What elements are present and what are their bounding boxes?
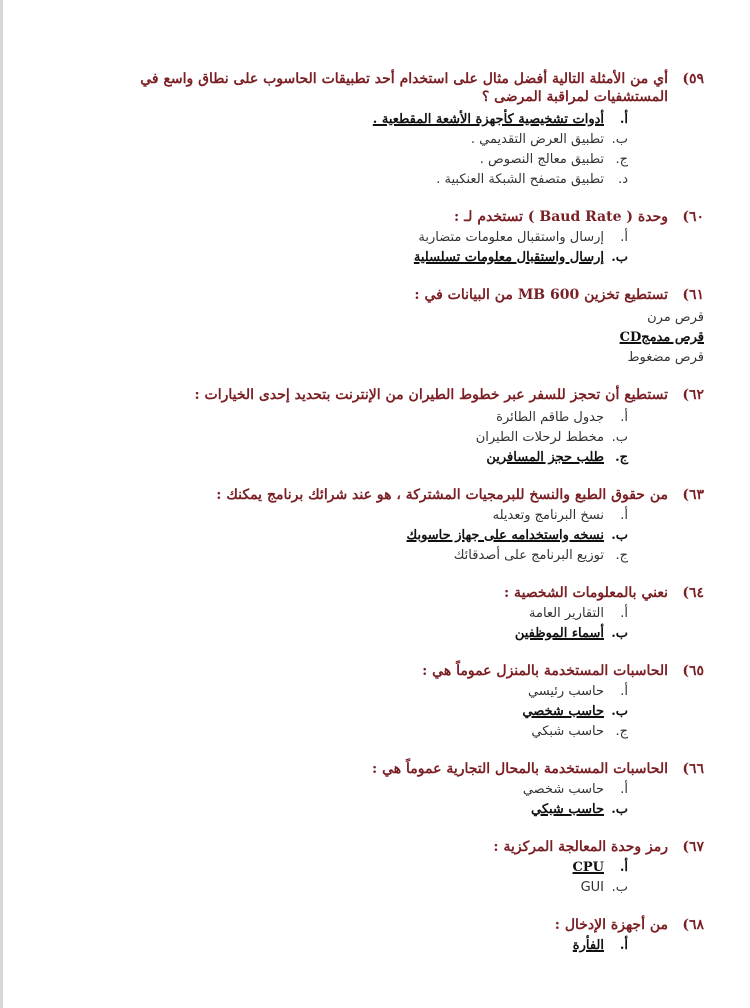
question-text: الحاسبات المستخدمة بالمحال التجارية عموماً هي :	[372, 761, 668, 777]
option-text: حاسب شخصي	[522, 704, 604, 719]
option-text: أدوات تشخيصية كأجهزة الأشعة المقطعية .	[372, 112, 604, 127]
answer-option	[63, 150, 628, 170]
option-text: حاسب شبكي	[531, 724, 604, 739]
option-letter: أ.	[620, 508, 628, 523]
answer-options	[63, 780, 628, 820]
answer-options	[63, 682, 628, 742]
question-number: ٦٨)	[682, 917, 704, 933]
option-letter: أ.	[620, 230, 628, 245]
option-text: تطبيق العرض التقديمي .	[470, 132, 604, 147]
question-heading	[63, 760, 704, 778]
question-heading	[63, 838, 704, 856]
question-number: ٦٦)	[682, 761, 704, 777]
question-text: أي من الأمثلة التالية أفضل مثال على استخدام أحد تطبيقات الحاسوب على نطاق واسع في المستشفيات لمراقبة المرضى ؟	[140, 71, 668, 105]
option-text: قرص مدمجCD	[619, 330, 704, 345]
option-text: قرص مضغوط	[627, 350, 704, 365]
question-number: ٦٣)	[682, 487, 704, 503]
answer-options	[63, 408, 628, 468]
option-text: نسخه واستخدامه على جهاز حاسوبك	[406, 528, 604, 543]
option-text: أسماء الموظفين	[514, 626, 604, 641]
question-number: ٦٤)	[682, 585, 704, 601]
answer-options	[63, 604, 628, 644]
answer-options	[63, 308, 704, 368]
option-letter: ب.	[611, 802, 628, 817]
option-letter: د.	[618, 172, 628, 187]
question-text: من حقوق الطبع والنسخ للبرمجيات المشتركة ، هو عند شرائك برنامج يمكنك :	[216, 487, 668, 503]
answer-option	[63, 170, 628, 190]
option-letter: ب.	[611, 132, 628, 147]
option-text: الفأرة	[572, 938, 604, 953]
option-text: طلب حجز المسافرين	[486, 450, 604, 465]
answer-option	[63, 506, 628, 526]
question-text: رمز وحدة المعالجة المركزية :	[493, 839, 668, 855]
question-3	[63, 286, 704, 368]
question-2	[63, 208, 704, 268]
question-heading	[63, 70, 704, 106]
question-9	[63, 838, 704, 898]
option-letter: أ.	[620, 782, 628, 797]
question-number: ٦١)	[682, 287, 704, 303]
option-text: توزيع البرنامج على أصدقائك	[453, 548, 604, 563]
correct-answer-option	[63, 110, 628, 130]
option-text: GUI	[580, 880, 604, 895]
answer-option	[63, 780, 628, 800]
option-letter: ج.	[615, 450, 628, 465]
option-text: تطبيق معالج النصوص .	[479, 152, 604, 167]
answer-option	[63, 130, 628, 150]
correct-answer-option	[63, 936, 628, 956]
correct-answer-option	[63, 448, 628, 468]
question-heading	[63, 662, 704, 680]
option-text: جدول طاقم الطائرة	[496, 410, 604, 425]
correct-answer-option	[63, 858, 628, 878]
question-number: ٥٩)	[682, 71, 704, 87]
answer-options	[63, 506, 628, 566]
question-number: ٦٥)	[682, 663, 704, 679]
question-heading	[63, 486, 704, 504]
option-letter: ب.	[611, 528, 628, 543]
question-list	[63, 70, 704, 956]
answer-options	[63, 858, 628, 898]
question-text: وحدة ( Baud Rate ) تستخدم لـ :	[454, 209, 668, 225]
question-heading	[63, 916, 704, 934]
option-letter: أ.	[619, 112, 628, 127]
option-letter: أ.	[620, 684, 628, 699]
answer-option	[63, 228, 628, 248]
question-heading	[63, 286, 704, 304]
option-text: حاسب شبكي	[530, 802, 604, 817]
option-letter: أ.	[620, 606, 628, 621]
option-text: CPU	[572, 860, 604, 875]
question-number: ٦٠)	[682, 209, 704, 225]
option-letter: أ.	[619, 860, 628, 875]
answer-options	[63, 228, 628, 268]
question-5	[63, 486, 704, 566]
option-letter: ب.	[611, 626, 628, 641]
question-number: ٦٧)	[682, 839, 704, 855]
option-text: إرسال واستقبال معلومات تسلسلية	[413, 250, 604, 265]
question-6	[63, 584, 704, 644]
correct-answer-option	[63, 702, 628, 722]
option-letter: ب.	[611, 430, 628, 445]
option-letter: ب.	[611, 704, 628, 719]
question-4	[63, 386, 704, 468]
answer-options	[63, 936, 628, 956]
question-text: الحاسبات المستخدمة بالمنزل عموماً هي :	[422, 663, 668, 679]
question-text: نعني بالمعلومات الشخصية :	[504, 585, 668, 601]
answer-option	[63, 348, 704, 368]
question-10	[63, 916, 704, 956]
answer-option	[63, 546, 628, 566]
correct-answer-option	[63, 800, 628, 820]
question-number: ٦٢)	[682, 387, 704, 403]
question-text: تستطيع أن تحجز للسفر عبر خطوط الطيران من الإنترنت بتحديد إحدى الخيارات :	[194, 387, 668, 403]
option-letter: أ.	[620, 410, 628, 425]
question-text: تستطيع تخزين 600 MB من البيانات في :	[414, 287, 668, 303]
option-text: إرسال واستقبال معلومات متضاربة	[418, 230, 604, 245]
answer-option	[63, 682, 628, 702]
option-text: مخطط لرحلات الطيران	[475, 430, 604, 445]
option-letter: ب.	[611, 880, 628, 895]
question-text: من أجهزة الإدخال :	[554, 917, 668, 933]
question-1	[63, 70, 704, 190]
option-text: تطبيق متصفح الشبكة العنكبية .	[436, 172, 604, 187]
question-heading	[63, 386, 704, 404]
answer-option	[63, 604, 628, 624]
option-letter: ج.	[615, 724, 628, 739]
correct-answer-option	[63, 248, 628, 268]
option-letter: أ.	[619, 938, 628, 953]
question-7	[63, 662, 704, 742]
correct-answer-option	[63, 624, 628, 644]
option-letter: ج.	[615, 152, 628, 167]
option-letter: ب.	[611, 250, 628, 265]
question-heading	[63, 208, 704, 226]
correct-answer-option	[63, 526, 628, 546]
answer-option	[63, 308, 704, 328]
question-heading	[63, 584, 704, 602]
answer-option	[63, 408, 628, 428]
option-text: نسخ البرنامج وتعديله	[492, 508, 604, 523]
correct-answer-option	[63, 328, 704, 348]
answer-option	[63, 878, 628, 898]
option-text: حاسب رئيسي	[527, 684, 604, 699]
answer-options	[63, 110, 628, 190]
option-text: قرص مرن	[647, 310, 704, 325]
answer-option	[63, 428, 628, 448]
option-letter: ج.	[615, 548, 628, 563]
option-text: حاسب شخصي	[522, 782, 604, 797]
answer-option	[63, 722, 628, 742]
question-8	[63, 760, 704, 820]
option-text: التقارير العامة	[529, 606, 604, 621]
